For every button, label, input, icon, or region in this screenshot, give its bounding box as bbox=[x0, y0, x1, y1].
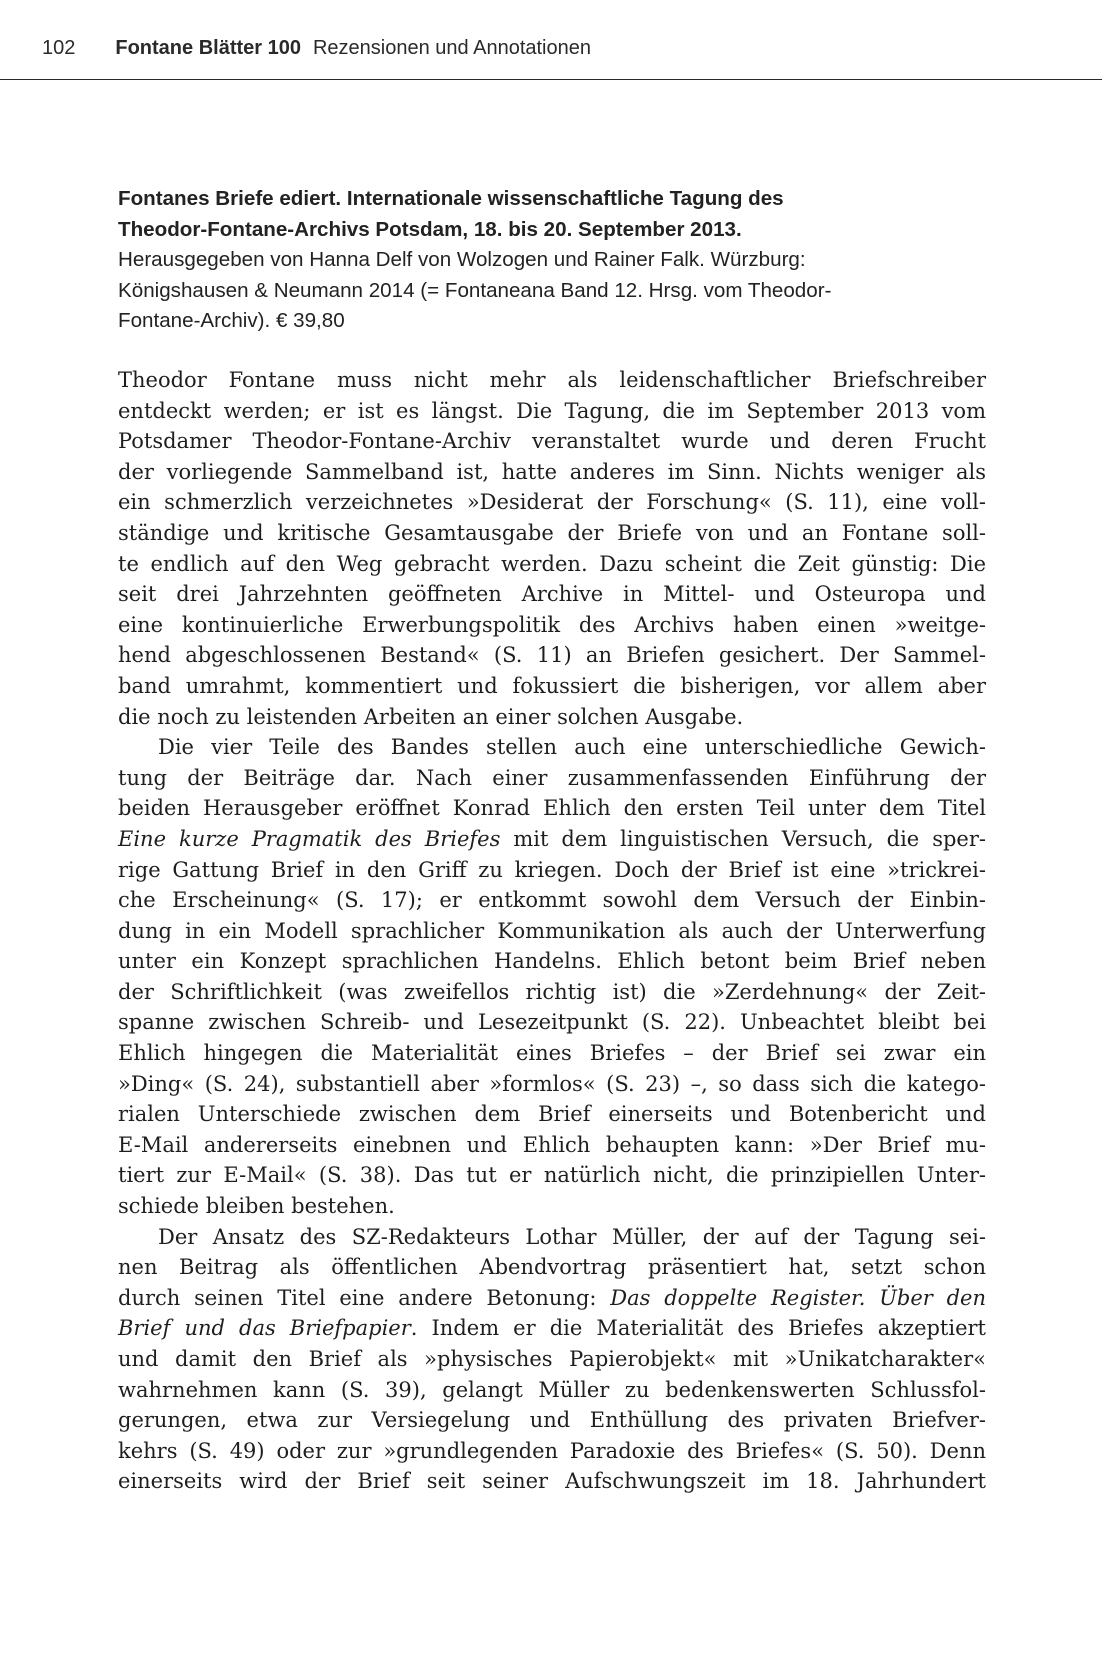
page-number: 102 bbox=[42, 37, 76, 59]
body-line: der vorliegende Sammelband ist, hatte anderes im Sinn. Nichts weniger als bbox=[118, 459, 986, 484]
body-line: tiert zur E-Mail« (S. 38). Das tut er natürlich nicht, die prinzipiellen Unter- bbox=[118, 1163, 986, 1188]
body-line: hend abgeschlossenen Bestand« (S. 11) an Briefen gesichert. Der Sammel- bbox=[118, 643, 986, 668]
body-line: entdeckt werden; er ist es längst. Die Tagung, die im September 2013 vom bbox=[118, 398, 986, 423]
body-line: Die vier Teile des Bandes stellen auch eine unterschiedliche Gewich- bbox=[158, 735, 986, 760]
body-line: tung der Beiträge dar. Nach einer zusammenfassenden Einführung der bbox=[118, 765, 986, 790]
body-line: und damit den Brief als »physisches Papierobjekt« mit »Unikatcharakter« bbox=[118, 1347, 986, 1371]
bibliographic-info bbox=[118, 245, 990, 337]
review-title bbox=[118, 184, 990, 245]
review-header bbox=[118, 184, 990, 337]
review-title-line: Theodor-Fontane-Archivs Potsdam, 18. bis 20. September 2013. bbox=[118, 217, 742, 241]
body-line: dung in ein Modell sprachlicher Kommunikation als auch der Unterwerfung bbox=[118, 918, 986, 943]
body-line: te endlich auf den Weg gebracht werden. Dazu scheint die Zeit günstig: Die bbox=[118, 551, 986, 576]
body-line: eine kontinuierliche Erwerbungspolitik des Archivs haben einen »weitge- bbox=[118, 612, 986, 637]
body-line: seit drei Jahrzehnten geöffneten Archive in Mittel- und Osteuropa und bbox=[118, 582, 986, 607]
work-title: Eine kurze Pragmatik des Briefes bbox=[118, 826, 501, 851]
body-line: nen Beitrag als öffentlichen Abendvortrag präsentiert hat, setzt schon bbox=[118, 1255, 986, 1280]
body-line: Der Ansatz des SZ-Redakteurs Lothar Müller, der auf der Tagung sei- bbox=[158, 1224, 986, 1249]
body-line: kehrs (S. 49) oder zur »grundlegenden Paradoxie des Briefes« (S. 50). Denn bbox=[118, 1438, 986, 1463]
body-line: rialen Unterschiede zwischen dem Brief einerseits und Botenbericht und bbox=[118, 1102, 986, 1127]
body-line: gerungen, etwa zur Versiegelung und Enthüllung des privaten Briefver- bbox=[118, 1408, 986, 1433]
biblio-line: Königshausen & Neumann 2014 (= Fontaneana Band 12. Hrsg. vom Theodor- bbox=[118, 278, 832, 302]
work-title: Das doppelte Register. Über den bbox=[610, 1285, 986, 1310]
body-line: Theodor Fontane muss nicht mehr als leidenschaftlicher Briefschreiber bbox=[118, 368, 986, 392]
body-line: spanne zwischen Schreib- und Lesezeitpunkt (S. 22). Unbeachtet bleibt bei bbox=[118, 1010, 986, 1035]
body-line: E-Mail andererseits einebnen und Ehlich behaupten kann: »Der Brief mu- bbox=[118, 1132, 986, 1157]
body-line: wahrnehmen kann (S. 39), gelangt Müller zu bedenkenswerten Schlussfol- bbox=[118, 1377, 986, 1402]
biblio-line: Herausgegeben von Hanna Delf von Wolzogen und Rainer Falk. Würzburg: bbox=[118, 248, 806, 272]
body-line: einerseits wird der Brief seit seiner Aufschwungszeit im 18. Jahrhundert bbox=[118, 1469, 986, 1494]
body-line: Brief und das Briefpapier. Indem er die Materialität des Briefes akzeptiert bbox=[118, 1316, 986, 1341]
body-line: Eine kurze Pragmatik des Briefes mit dem linguistischen Versuch, die sper- bbox=[118, 826, 986, 851]
body-line: che Erscheinung« (S. 17); er entkommt sowohl dem Versuch der Einbin- bbox=[118, 888, 986, 913]
journal-title: Fontane Blätter 100 bbox=[115, 37, 301, 59]
body-line: die noch zu leistenden Arbeiten an einer solchen Ausgabe. bbox=[118, 704, 744, 729]
work-title: Brief und das Briefpapier bbox=[118, 1316, 411, 1341]
body-line: ein schmerzlich verzeichnetes »Desiderat der Forschung« (S. 11), eine voll- bbox=[118, 490, 986, 515]
body-line: durch seinen Titel eine andere Betonung: Das doppelte Register. Über den bbox=[118, 1285, 986, 1310]
review-title-line: Fontanes Briefe ediert. Internationale wissenschaftliche Tagung des bbox=[118, 187, 784, 210]
section-title: Rezensionen und Annotationen bbox=[312, 37, 591, 59]
running-head-text bbox=[42, 37, 591, 60]
running-head bbox=[0, 0, 1102, 80]
body-line: ständige und kritische Gesamtausgabe der Briefe von und an Fontane soll- bbox=[118, 520, 986, 545]
body-line: unter ein Konzept sprachlichen Handelns. Ehlich betont beim Brief neben bbox=[118, 949, 986, 974]
biblio-line: Fontane-Archiv). € 39,80 bbox=[118, 309, 345, 333]
body-line: schiede bleiben bestehen. bbox=[118, 1194, 395, 1219]
body-line: band umrahmt, kommentiert und fokussiert die bisherigen, vor allem aber bbox=[118, 673, 986, 698]
body-line: Potsdamer Theodor-Fontane-Archiv veranstaltet wurde und deren Frucht bbox=[118, 429, 986, 454]
body-line: der Schriftlichkeit (was zweifellos richtig ist) die »Zerdehnung« der Zeit- bbox=[118, 979, 986, 1004]
body-line: beiden Herausgeber eröffnet Konrad Ehlich den ersten Teil unter dem Titel bbox=[118, 796, 986, 821]
body-line: rige Gattung Brief in den Griff zu kriegen. Doch der Brief ist eine »trickrei- bbox=[118, 857, 986, 882]
body-line: Ehlich hingegen die Materialität eines Briefes – der Brief sei zwar ein bbox=[118, 1041, 986, 1066]
review-body bbox=[118, 365, 986, 1497]
body-line: »Ding« (S. 24), substantiell aber »formlos« (S. 23) –, so dass sich die katego- bbox=[118, 1071, 986, 1096]
